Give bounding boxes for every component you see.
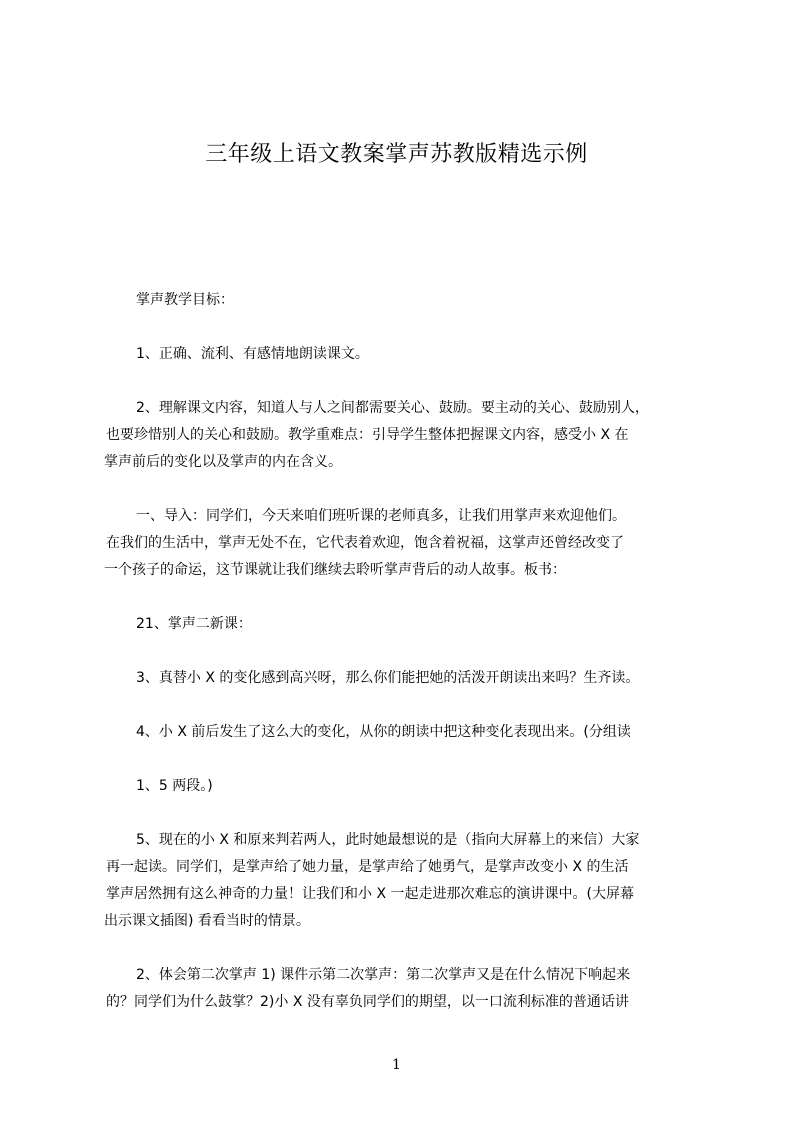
paragraph-line: 的？同学们为什么鼓掌？2)小 X 没有辜负同学们的期望，以一口流利标准的普通话讲 bbox=[106, 994, 629, 1010]
paragraph-line: 掌声前后的变化以及掌声的内在含义。 bbox=[104, 454, 342, 470]
paragraph-line: 2、体会第二次掌声 1) 课件示第二次掌声：第二次掌声又是在什么情况下响起来 bbox=[136, 967, 631, 983]
paragraph-line: 1、正确、流利、有感情地朗读课文。 bbox=[136, 346, 369, 362]
paragraph-line: 也要珍惜别人的关心和鼓励。教学重难点：引导学生整体把握课文内容，感受小 X 在 bbox=[106, 427, 629, 443]
paragraph-line: 再一起读。同学们，是掌声给了她力量，是掌声给了她勇气，是掌声改变小 X 的生活 bbox=[106, 859, 629, 875]
paragraph-line: 2、理解课文内容，知道人与人之间都需要关心、鼓励。要主动的关心、鼓励别人， bbox=[136, 400, 649, 416]
page-number: 1 bbox=[392, 1057, 401, 1073]
paragraph-line: 在我们的生活中，掌声无处不在，它代表着欢迎，饱含着祝福，这掌声还曾经改变了 bbox=[106, 535, 624, 551]
paragraph-line: 掌声教学目标： bbox=[136, 292, 234, 308]
paragraph-line: 21、掌声二新课： bbox=[136, 616, 252, 632]
document-title: 三年级上语文教案掌声苏教版精选示例 bbox=[205, 142, 588, 167]
paragraph-line: 一、导入：同学们，今天来咱们班听课的老师真多，让我们用掌声来欢迎他们。 bbox=[136, 508, 626, 524]
paragraph-line: 1、5 两段。) bbox=[136, 778, 213, 794]
paragraph-line: 3、真替小 X 的变化感到高兴呀，那么你们能把她的活泼开朗读出来吗？生齐读。 bbox=[136, 670, 640, 686]
paragraph-line: 一个孩子的命运，这节课就让我们继续去聆听掌声背后的动人故事。板书： bbox=[104, 562, 566, 578]
paragraph-line: 出示课文插图) 看看当时的情景。 bbox=[104, 913, 310, 929]
paragraph-line: 4、小 X 前后发生了这么大的变化，从你的朗读中把这种变化表现出来。(分组读 bbox=[136, 724, 631, 740]
paragraph-line: 掌声居然拥有这么神奇的力量！让我们和小 X 一起走进那次难忘的演讲课中。(大屏幕 bbox=[106, 886, 634, 902]
paragraph-line: 5、现在的小 X 和原来判若两人，此时她最想说的是（指向大屏幕上的来信）大家 bbox=[136, 832, 640, 848]
